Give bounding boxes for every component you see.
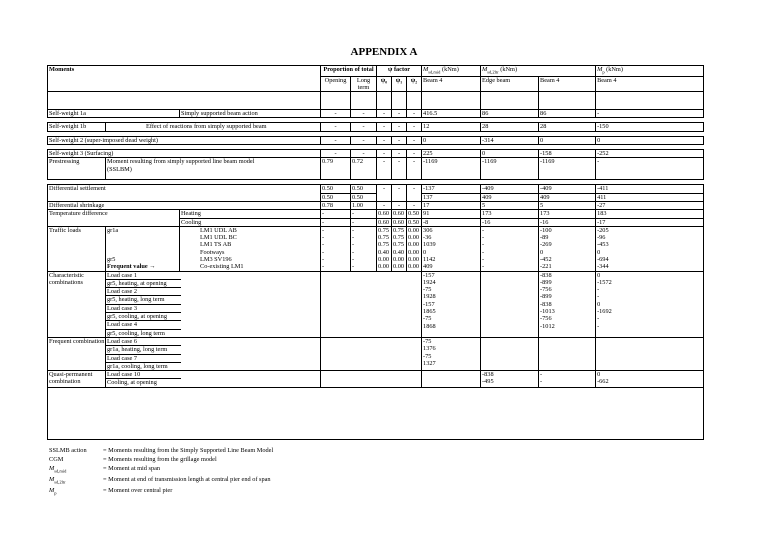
legend-item: $M_{sd,2ltr}$ = Moment at end of transmission length at central pier end of span bbox=[49, 475, 271, 484]
header-long-term: Long term bbox=[351, 76, 377, 92]
header-moments: Moments bbox=[48, 66, 321, 92]
table-row: Self-weight 1b Effect of reactions from simply supported beam - - - - - 12 28 28 -150 bbox=[48, 123, 704, 131]
table-row: Prestressing Moment resulting from simply supported line beam model (SSLBM) 0.79 0.72 - - - -1169 -1169 -1169 - bbox=[48, 158, 704, 180]
table-row: Self-weight 1a Simply supported beam action - - - - - 416.5 86 86 - bbox=[48, 110, 704, 118]
header-m-mid: $M_{sd,mid}$ (kNm) bbox=[422, 66, 481, 77]
legend-item: $M_{sd,mid}$ = Moment at mid span bbox=[49, 464, 161, 473]
moments-table bbox=[47, 65, 704, 440]
table-row: Self-weight 3 (Surfacing) - - - - - 225 0 -158 -252 bbox=[48, 150, 704, 158]
table-row: 0.50 0.50 137 409 409 411 bbox=[48, 193, 704, 201]
header-beam4-mid: Beam 4 bbox=[422, 76, 481, 92]
header-psi2: ψ₂ bbox=[407, 76, 422, 92]
header-m-p: $M_p$ (kNm) bbox=[596, 66, 704, 77]
legend-item: SSLMB action = Moments resulting from the Simply Supported Line Beam Model bbox=[49, 447, 274, 454]
header-opening: Opening bbox=[321, 76, 351, 92]
table-row: Characteristic combinations Load case 1 gr5, heating, at opening Load case 2 gr5, heating, long term Load case 3 gr5, cooling, at opening Load case 4 gr5, cooling, long term -157 1924 -75 1928 -157 1865 -75 1868 -838 -899 -756 -899 -838 -1013 -756 -1012 0 -1572 - - 0 -1692 - - bbox=[48, 271, 704, 337]
spacer-row bbox=[48, 92, 704, 110]
table-row: Temperature difference Heating - - 0.60 0.60 0.50 91 173 173 183 bbox=[48, 210, 704, 218]
header-proportion: Proportion of total bbox=[321, 66, 377, 77]
legend-item: CGM = Moments resulting from the grillage model bbox=[49, 455, 217, 463]
table-row: Self-weight 2 (super-imposed dead weight) - - - - - 0 -314 0 0 bbox=[48, 136, 704, 144]
header-beam4-end: Beam 4 bbox=[539, 76, 596, 92]
table-row: Frequent combination Load case 6 gr1a, heating, long term Load case 7 gr1a, cooling, long term -75 1376 -75 1327 bbox=[48, 337, 704, 370]
table-header-row bbox=[48, 66, 704, 77]
table-row: Traffic loads gr1a gr5 Frequent value → LM1 UDL AB LM1 UDL BC LM1 TS AB Footways LM3 SV196 Co-existing LM1 - - - - - - - - - - - - 0.75 0.75 0.75 0.40 0.00 0.00 0.75 0.75 0.75 0.40 0.00 0.00 0.00 0.00 0.00 0.00 0.00 0.00 306 -36 1039 0 1142 409 - - - - - - -100 -89 -269 0 -452 -221 -205 -96 -453 0 -694 -344 bbox=[48, 226, 704, 271]
table-row: Differential shrinkage 0.78 1.00 - - - 17 5 5 -27 bbox=[48, 201, 704, 209]
legend-row bbox=[48, 387, 704, 439]
legend-item: $M_p$ = Moment over central pier bbox=[49, 486, 173, 495]
table-row: Differential settlement 0.50 0.50 - - - -137 -409 -409 -411 bbox=[48, 185, 704, 193]
header-edge-beam: Edge beam bbox=[481, 76, 539, 92]
header-psi1: ψ₁ bbox=[392, 76, 407, 92]
header-beam4-p: Beam 4 bbox=[596, 76, 704, 92]
table-row: Quasi-permanent combination Load case 10 Cooling, at opening -838 -495 - - 0 -662 bbox=[48, 371, 704, 388]
page-title: APPENDIX A bbox=[350, 46, 418, 58]
table-row: Cooling - - 0.60 0.60 0.50 -8 -16 -16 -17 bbox=[48, 218, 704, 226]
header-psi-factor: ψ factor bbox=[377, 66, 422, 77]
header-psi0: ψ₀ bbox=[377, 76, 392, 92]
legend bbox=[49, 447, 273, 498]
header-m-end: $M_{sd,2ltr}$ (kNm) bbox=[481, 66, 596, 77]
